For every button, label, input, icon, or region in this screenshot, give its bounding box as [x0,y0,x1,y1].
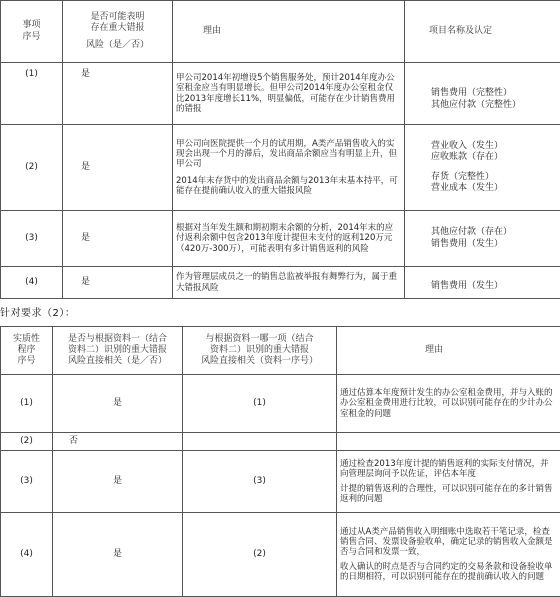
item-text: 销售费用（发生） [431,281,557,292]
header-text: 风险直接相关（资料一序号） [186,356,333,367]
header-procedure-no [1,327,53,375]
item-text: 其他应付款（完整性） [431,100,557,111]
row-related: 是 [53,513,183,597]
row-reason [337,513,560,597]
header-text: 风险直接相关（是／否） [56,356,179,367]
substantive-procedures-table [0,326,560,597]
row-no: (4) [1,267,63,299]
header-related-item [183,327,337,375]
row-risk: 是 [63,63,173,125]
item-text: 营业成本（发生） [431,183,557,194]
header-text: 是否与根据资料一（结合 [56,334,179,345]
table-row [1,125,560,211]
row-related: 是 [53,375,183,433]
table-row [1,433,560,451]
row-related-item: (3) [183,451,337,513]
header-related [53,327,183,375]
reason-text: 作为管理层成员之一的销售总监被举报有舞弊行为，属于重大错报风险 [176,272,401,293]
row-item [405,125,560,211]
row-related-item [183,433,337,451]
header-item: 项目名称及认定 [405,1,560,63]
row-no: (1) [1,63,63,125]
reason-text: 通过估算本年度预计发生的办公室租金费用，并与入账的办公室租金费用进行比较，可以识别可能存在的少计办公室租金的问题 [340,388,557,419]
reason-text: 2014年末存货中的发出商品余额与2013年末基本持平，可能存在提前确认收入的重大错报风险 [176,176,401,197]
table-header-row [1,1,560,63]
row-no: (2) [1,433,53,451]
reason-text: 通过检查2013年度计提的销售返利的实际支付情况，并向管理层询问予以佐证，评估本年度 [340,459,557,480]
header-text: 资料二）识别的重大错报 [186,345,333,356]
table-row [1,267,560,299]
header-reason: 理由 [337,327,560,375]
header-text: 序号 [4,32,59,43]
item-text: 销售费用（发生） [431,239,557,250]
header-text: 存在重大错报 [66,23,169,34]
header-text: 程序 [4,345,49,356]
row-risk: 是 [63,125,173,211]
requirement-2-label: 针对要求（2）： [0,308,75,321]
row-reason [337,433,560,451]
row-item [405,267,560,299]
row-reason [173,267,405,299]
row-reason [173,63,405,125]
item-text [431,163,557,172]
header-reason: 理由 [173,1,405,63]
row-no: (3) [1,451,53,513]
header-text: 是否可能表明 [66,12,169,23]
row-reason [173,211,405,267]
row-no: (2) [1,125,63,211]
reason-text: 收入确认的时点是否与合同约定的交易条款和设备验收单的日期相符，可以识别可能存在的提前确认收入的问题 [340,562,557,583]
header-item-no [1,1,63,63]
reason-text: 计提的销售返利的合理性，可以识别可能存在的多计销售返利的问题 [340,484,557,505]
reason-text: 通过从A类产品销售收入明细账中选取若干笔记录，检查销售合同、发票设备验收单，确定记录的销售收入金额是否与合同和发票一致， [340,527,557,558]
row-related: 是 [53,451,183,513]
row-risk: 是 [63,267,173,299]
row-no: (1) [1,375,53,433]
item-text: 其他应付款（存在） [431,227,557,238]
row-related-item: (1) [183,375,337,433]
header-risk [63,1,173,63]
item-text: 应收账款（存在） [431,152,557,163]
row-reason [173,125,405,211]
header-text: 事项 [4,20,59,31]
reason-text: 甲公司2014年初增设5个销售服务处，预计2014年度办公室租金应当有明显增长。但甲公司2014年度办公室租金仅比2013年度增长11%，明显偏低，可能存在少计销售费用的错报 [176,73,401,114]
item-text: 存货（完整性） [431,172,557,183]
row-risk: 是 [63,211,173,267]
header-text: 实质性 [4,334,49,345]
reason-text: 根据对当年发生额和期初期末余额的分析，2014年末的应付返利余额中包含2013年度计提但未支付的返利120万元（420万-300万），可能表明有多计销售返利的风险 [176,223,401,254]
table-row [1,513,560,597]
row-related-item: (2) [183,513,337,597]
table-row [1,375,560,433]
reason-text: 甲公司向医院提供一个月的试用期，A类产品销售收入的实现会出现一个月的滞后，发出商品余额应当有明显上升，但甲公司 [176,139,401,170]
row-item [405,63,560,125]
table-row [1,451,560,513]
header-text: 风险（是／否） [66,40,169,51]
header-text: 序号 [4,356,49,367]
row-no: (4) [1,513,53,597]
item-text: 营业收入（发生） [431,141,557,152]
row-reason [337,375,560,433]
row-item [405,211,560,267]
row-related: 否 [53,433,183,451]
header-text: 资料二）识别的重大错报 [56,345,179,356]
item-text: 销售费用（完整性） [431,88,557,99]
header-text: 与根据资料一哪一项（结合 [186,334,333,345]
table-header-row [1,327,560,375]
table-row [1,211,560,267]
row-no: (3) [1,211,63,267]
table-row [1,63,560,125]
row-reason [337,451,560,513]
